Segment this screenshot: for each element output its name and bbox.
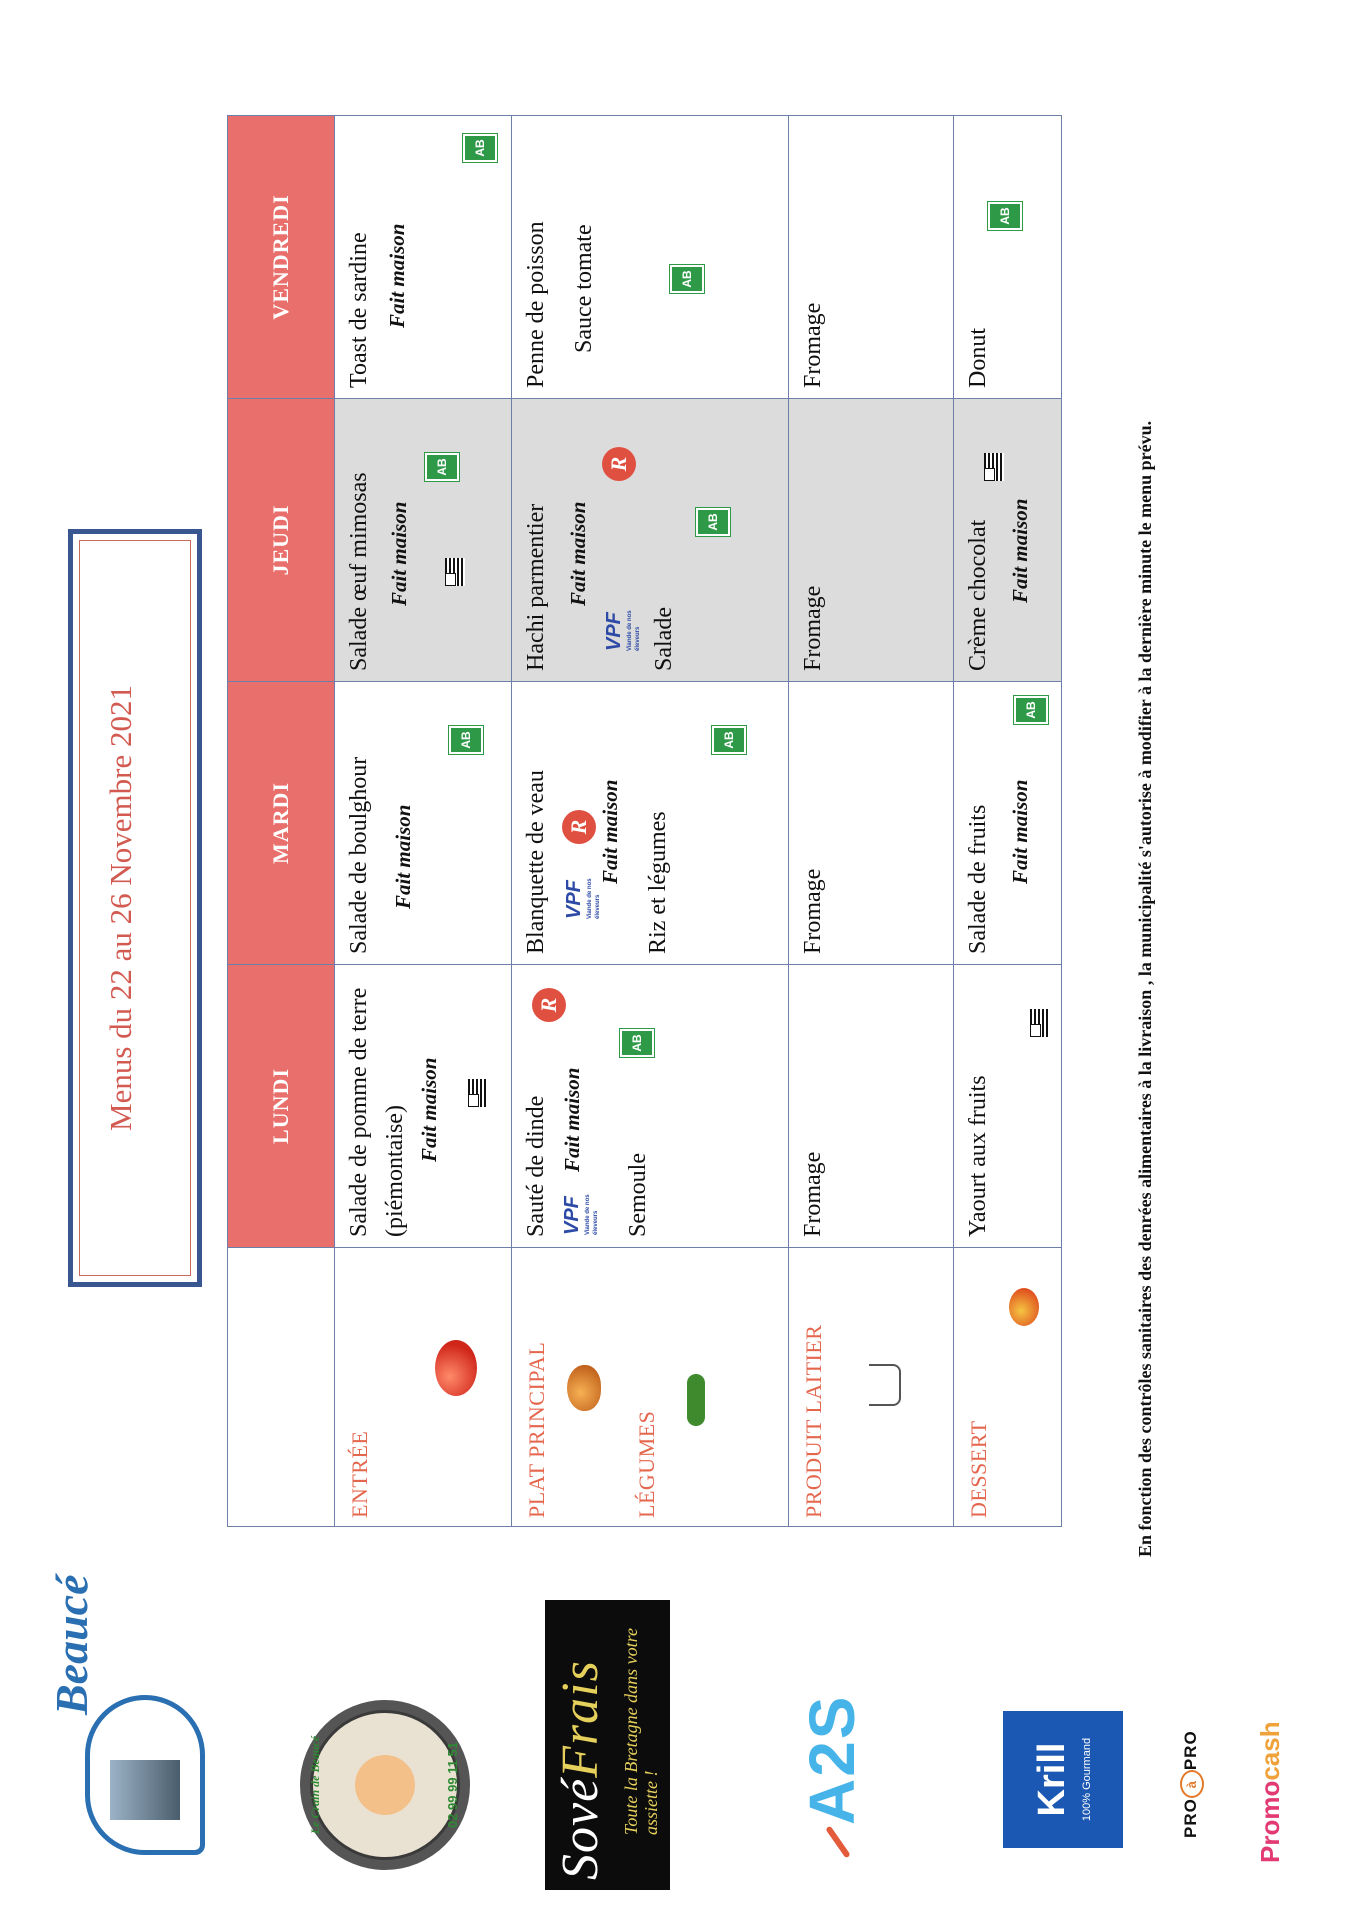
yogurt-pot-icon <box>869 1364 901 1406</box>
vpf-subtext: Viande de nos éleveurs <box>585 1194 599 1235</box>
krill-tagline: 100% Gourmand <box>1081 1737 1093 1822</box>
crain-name: Le Crain de Beaucé <box>308 1735 322 1835</box>
promocash-part-a: Promo <box>1255 1780 1285 1863</box>
sovefrais-logo <box>545 1600 670 1890</box>
cell-dessert-vendredi <box>954 116 1062 399</box>
proapro-part-a: PRO <box>1181 1798 1200 1838</box>
dish-legumes-lundi: Semoule <box>625 1153 651 1237</box>
label-rouge-icon: R <box>602 447 636 481</box>
promocash-part-b: cash <box>1255 1721 1285 1781</box>
category-entree <box>335 1248 512 1527</box>
sovefrais-part-b: Frais <box>552 1660 609 1778</box>
header-row <box>228 116 335 1527</box>
cell-entree-jeudi <box>335 399 512 682</box>
menu-table <box>227 115 1062 1527</box>
krill-wordmark: Krill <box>1031 1742 1073 1817</box>
category-lait <box>789 1248 954 1527</box>
row-entree <box>335 116 512 1527</box>
fait-maison-label: Fait maison <box>560 1067 584 1172</box>
row-dessert <box>954 116 1062 1527</box>
breton-flag-icon <box>445 558 465 586</box>
sovefrais-wordmark <box>551 1660 610 1880</box>
a2s-logo <box>790 1675 880 1865</box>
organic-ab-icon: AB <box>988 202 1022 230</box>
organic-ab-icon: AB <box>620 1029 654 1057</box>
organic-ab-icon: AB <box>425 453 459 481</box>
dish-dessert-lundi: Yaourt aux fruits <box>965 1075 991 1237</box>
cell-plat-mardi <box>512 682 789 965</box>
organic-ab-icon: AB <box>712 726 746 754</box>
fait-maison-label: Fait maison <box>417 1057 441 1162</box>
vpf-text: VPF <box>563 880 585 919</box>
vpf-text: VPF <box>561 1196 583 1235</box>
sovefrais-tagline: Toute la Bretagne dans votre assiette ! <box>621 1628 661 1835</box>
spoon-icon <box>825 1826 851 1859</box>
row-plat <box>512 116 789 1527</box>
cell-lait-jeudi <box>789 399 954 682</box>
dish-plat-mardi: Blanquette de veau <box>523 770 549 954</box>
dish-dessert-mardi: Salade de fruits <box>965 804 991 954</box>
vpf-icon <box>560 1191 599 1235</box>
a2s-wordmark: A2S <box>796 1694 868 1825</box>
peas-icon <box>687 1374 705 1426</box>
vpf-subtext: Viande de nos éleveurs <box>587 878 601 919</box>
proapro-part-c: PRO <box>1181 1730 1200 1771</box>
tower-icon <box>110 1760 180 1820</box>
vpf-icon <box>602 607 641 651</box>
chef-icon <box>355 1755 415 1815</box>
cell-entree-lundi <box>335 965 512 1248</box>
vpf-icon <box>562 875 601 919</box>
sovefrais-part-a: Sové <box>552 1777 609 1880</box>
dish-lait-lundi: Fromage <box>800 1151 826 1237</box>
fait-maison-label: Fait maison <box>566 501 590 606</box>
dish-lait-mardi: Fromage <box>800 868 826 954</box>
dish-dessert-jeudi: Crème chocolat <box>965 519 991 671</box>
category-label-legumes: LÉGUMES <box>634 1410 659 1518</box>
breton-flag-icon <box>468 1079 488 1107</box>
label-rouge-icon: R <box>562 810 596 844</box>
category-plat <box>512 1248 789 1527</box>
dish-entree-mardi: Salade de boulghour <box>346 756 372 954</box>
day-header-mardi: MARDI <box>228 682 335 965</box>
category-label-plat: PLAT PRINCIPAL <box>524 1341 549 1518</box>
dish-legumes-vendredi: Sauce tomate <box>571 224 597 353</box>
dish-entree-vendredi: Toast de sardine <box>346 232 372 388</box>
dish-plat-lundi: Sauté de dinde <box>523 1095 549 1237</box>
title-frame <box>68 529 202 1287</box>
fait-maison-label: Fait maison <box>387 501 411 606</box>
cell-lait-lundi <box>789 965 954 1248</box>
fait-maison-label: Fait maison <box>1008 779 1032 884</box>
organic-ab-icon: AB <box>1014 696 1048 724</box>
cell-plat-jeudi <box>512 399 789 682</box>
dish-plat-vendredi: Penne de poisson <box>523 221 549 388</box>
krill-logo <box>1003 1711 1123 1848</box>
dish-entree-jeudi: Salade œuf mimosas <box>346 472 372 671</box>
fait-maison-label: Fait maison <box>1008 498 1032 603</box>
organic-ab-icon: AB <box>449 726 483 754</box>
category-dessert <box>954 1248 1062 1527</box>
vpf-subtext: Viande de nos éleveurs <box>627 610 641 651</box>
proapro-logo <box>1180 1688 1210 1838</box>
day-header-lundi: LUNDI <box>228 965 335 1248</box>
fait-maison-label: Fait maison <box>385 223 409 328</box>
beauce-wordmark: Beaucé <box>46 1574 97 1715</box>
dish-dessert-vendredi: Donut <box>965 328 991 388</box>
dish-lait-jeudi: Fromage <box>800 585 826 671</box>
cell-lait-vendredi <box>789 116 954 399</box>
header-corner <box>228 1248 335 1527</box>
dish-plat-jeudi: Hachi parmentier <box>523 503 549 671</box>
category-label-lait: PRODUIT LAITIER <box>801 1324 826 1518</box>
dish-legumes-jeudi: Salade <box>651 607 677 671</box>
cell-entree-mardi <box>335 682 512 965</box>
crain-logo <box>300 1700 470 1870</box>
proapro-circle: à <box>1180 1770 1204 1798</box>
breton-flag-icon <box>1030 1009 1050 1037</box>
organic-ab-icon: AB <box>463 134 497 162</box>
dish-lait-vendredi: Fromage <box>800 302 826 388</box>
footer-note: En fonction des contrôles sanitaires des denrées alimentaires à la livraison , la municipalité s'autorise à modifier à la dernière minute le menu prévu. <box>1135 420 1155 1557</box>
day-header-vendredi: VENDREDI <box>228 116 335 399</box>
dish-legumes-mardi: Riz et légumes <box>645 811 671 954</box>
cell-entree-vendredi <box>335 116 512 399</box>
cell-plat-vendredi <box>512 116 789 399</box>
beauce-logo <box>35 1574 200 1875</box>
cell-lait-mardi <box>789 682 954 965</box>
tomato-icon <box>435 1340 477 1396</box>
row-lait <box>789 116 954 1527</box>
category-label-dessert: DESSERT <box>966 1420 991 1518</box>
breton-flag-icon <box>984 453 1004 481</box>
cell-dessert-jeudi <box>954 399 1062 682</box>
dish-entree-lundi: Salade de pomme de terre (piémontaise) <box>346 987 408 1237</box>
page-title: Menus du 22 au 26 Novembre 2021 <box>103 685 138 1131</box>
category-label-entree: ENTRÉE <box>347 1430 372 1518</box>
fait-maison-label: Fait maison <box>598 779 622 884</box>
vpf-text: VPF <box>603 612 625 651</box>
day-header-jeudi: JEUDI <box>228 399 335 682</box>
organic-ab-icon: AB <box>670 265 704 293</box>
crain-phone: 02 99 99 11 51 <box>445 1741 460 1829</box>
fruit-icon <box>1009 1288 1039 1326</box>
promocash-logo <box>1255 1663 1286 1863</box>
chicken-icon <box>567 1365 601 1411</box>
cell-plat-lundi <box>512 965 789 1248</box>
label-rouge-icon: R <box>532 988 566 1022</box>
organic-ab-icon: AB <box>696 508 730 536</box>
cell-dessert-mardi <box>954 682 1062 965</box>
fait-maison-label: Fait maison <box>391 804 415 909</box>
cell-dessert-lundi <box>954 965 1062 1248</box>
